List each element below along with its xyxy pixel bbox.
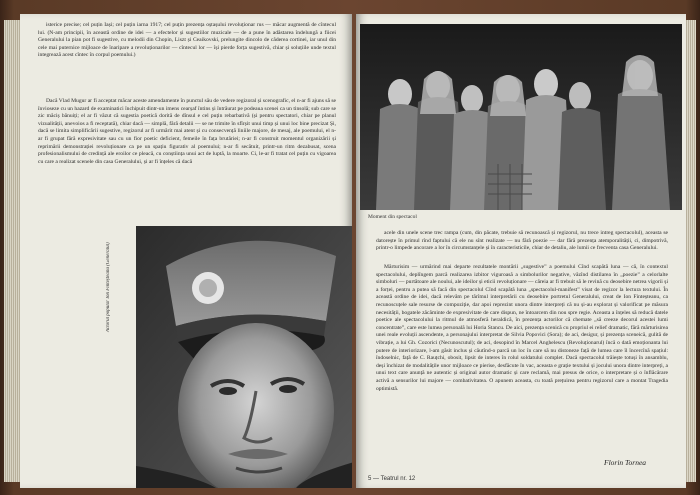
actor-portrait-graphic [136, 226, 352, 488]
left-photo-caption: Actorul popular Ion Finteșteanu (Generalul) [106, 242, 111, 332]
right-page-text-first [376, 230, 668, 264]
left-paragraph-2: Dacă Vlad Mugur ar fi acceptat măcar aceste amendamente în punctul său de vedere regizoral și scenografic, el n-ar fi ajuns să se învioseze cu un hazard de examinatici închipuit dintr-un imens cearșaf întins și întrăurat pe podeaua scenei ca un tinsolă; sub care se zic măciș bănuiți; el ar fi văzut că sugestia poetică dorită de dînsul e cel puțin rebarbativă (și pentru spectatori, chiar pe planul vizualității, anevoios a fi receptată), chiar dacă — simplă, fără detalii — se ne trimite în sfîrșit unui timp și unui loc bine precizat Și, dacă se limita simplificării sugestive, regizorul ar fi urmărit mai atent și cu consecvență liniile majore, de mesaj, ale poemului, el n-ar fi grupat fără expresivitate sau cu un fior poetic deficient, femeile în fața brutăriei; n-ar fi construit momentul organizării și reprimării demonstrației revoluționare ca pe un spațiu figurativ al poemului; n-ar fi secătuit, printr-un ritm dezabusat, scena profesionalismului de credință ale eroilor ce pleacă, cu conștiința unui act de luptă, la moarte. Ci, le-ar fi tratat cel puțin cu vigoarea cu care a realizat scenele din casa Generalului, și ar fi înțeles că dacă [38, 98, 336, 165]
right-photo-caption: Moment din spectacol [368, 214, 417, 220]
right-page-text-second [376, 264, 668, 454]
page-stack-right [686, 20, 696, 482]
right-paragraph-2: Mărturisim — urmărind mai departe rezultatele montării „sugestive” a poemului Cînd scapătă luna — că, în contextul spectacolului, deplîngem parcă realizarea izbitor viguroasă a simbolurilor negative, văzînd distilarea în „poezie” a celorlalte simboluri — purtătoare ale noului, ale ideilor și eticii revoluționare — căreia ar fi trebuit să le revină cu deosebire netrea vigorii și a forței, pentru a putea să facă din spectacolul Cînd scapătă luna „spectacolul-manifest” visat de regizor la lectura textului. În această ordine de idei, dacă relevăm pe tărîmul interpretării cu deosebire portretul Generalului, creat de Ion Finteșteanu, ca recunoscuțele sale resurse de compoziție, dar apoi reprezint unora dintre interpreți că nu și-au explorat și valorificat pe măsura necesității, bogatele zăcăminte de expresivitate de care dispun, ne întoarcem din nou spre regie. Aceasta a înțeles să reducă datele poetice ale spectacolului la ritmul de atmosferă heraldică, în prezența actorilor că chemate „să creeze decorul acestei lumi concentrate”, care este lumea personală lui Horia Stancu. De aici, prezența scenică cu propriul ei relief dramatic, fără mărturisirea unei reale evoluții ascendente, a personajului interpretat de Silvia Popovici (Sora); de aci, desigur, și prezența sceneică, gulită de vibrație, a lui Gh. Cozorici (Necunoscutul); de aci, desopind în Marcel Anghelescu (Revoluționarul) încă o dată emoționanta lui putere de interiorizare, l-am găsit inclus și căutînd-o parcă un loc în care să nu distoneze față de lumea care îl încercînă spațiul: îndoselnic, față de C. Rauțchi, obosit, lipsit de interes în rolul soldatului complet. Dacă spectacolul trăiește totuși în ansamblu, deși închizat de modalitățile unor mijloace ce pierise, desfăcute în vac, aceasta e grație textului și jocului unora dintre interpreți, a unui text care anunță ne autentic și original autor dramatic și care reclamă, mai presus de orice, o interpretare și o înflăcărare activă a sensurilor lui majore — combativitatea. O apunem aceasta, cu toată prețuirea pentru regizorul care a montat Tragedia optimistă. [376, 264, 668, 392]
page-stack-left [4, 20, 20, 482]
stage-scene-photo [360, 24, 682, 210]
right-paragraph-1: acele din unele scene trec rampa (cum, din păcate, trebuie să recunoască și regizorul, nu trece intreg spectacolul), aceasta se datorește în primul rînd faptului că ele nu sînt realizate — nu fără poezie — dar fără prezența atemporalității, ci, dimpotrivă, printr-o limpede ancorare a lor în circumstanțele și în caracteristicile, chiar de detaliu, ale lumii ce frecventa casa Generalului. [376, 230, 668, 252]
left-paragraph-1: isterice precise; cel puțin Iași; cel puțin iarna 1917; cel puțin prezența oștașului revoluționar rus — măcar augmentă de cîntecul lui. (N-am principii, în această ordine de idei — a efectelor și sugestiilor muzicale — de a pune în adăstarea îndelungă a fiicei Generalului la pian pot fi sugestive, cu melodii din Chopin, Liszt și Ceaikovski, prelungite dincolo de căderea cortinei, iar unul din cele mai puternice mijloace de înaripare a revoluționarilor — cîntecul lor — își pierde forța sugestivă, chiar și soluțiile unde textul integrează acest cîntec în corpul poemului.) [38, 22, 336, 59]
left-page [20, 14, 352, 488]
stage-scene-graphic [360, 24, 682, 210]
actor-portrait-photo [136, 226, 352, 488]
author-signature: Florin Tornea [604, 458, 647, 467]
page-folio: 5 — Teatrul nr. 12 [368, 476, 416, 482]
left-page-text-top [38, 22, 336, 96]
right-page [356, 14, 686, 488]
left-page-text-mid [38, 98, 336, 224]
